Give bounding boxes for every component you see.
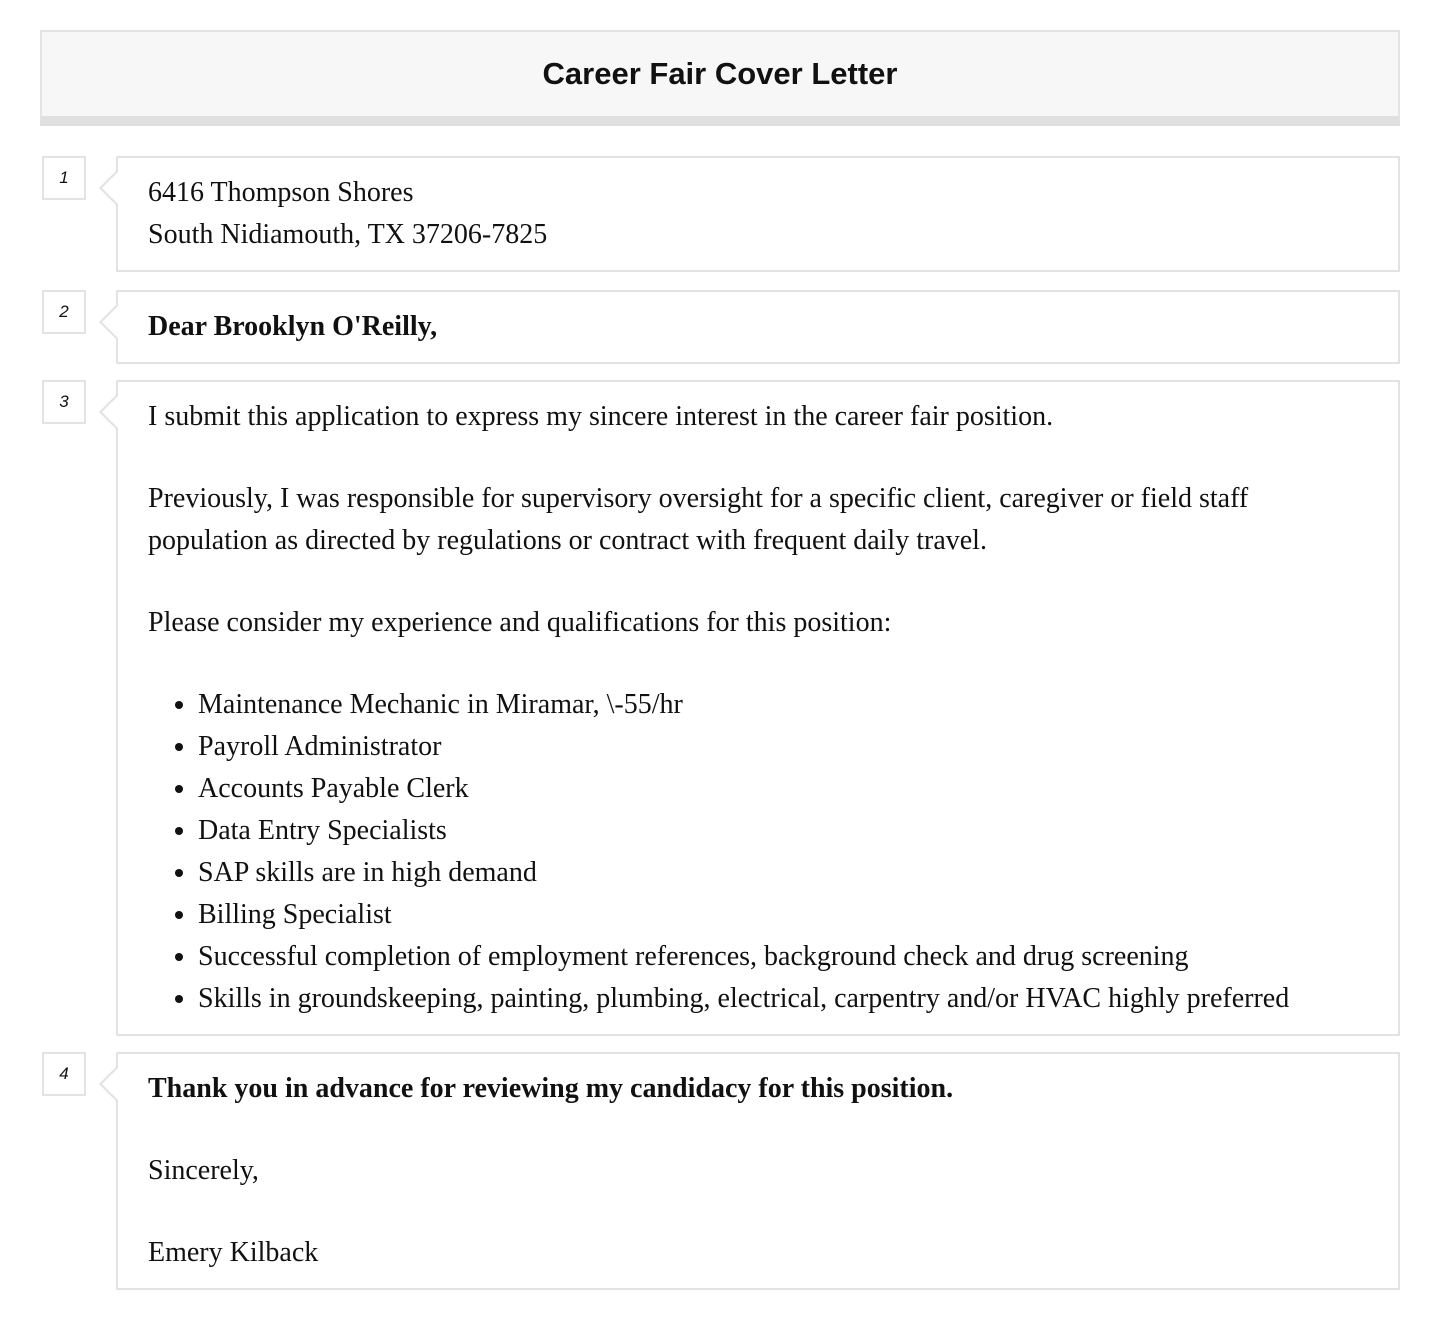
section-number: 1 — [42, 156, 86, 200]
section-number: 3 — [42, 380, 86, 424]
section-number: 2 — [42, 290, 86, 334]
section-number: 4 — [42, 1052, 86, 1096]
intro-paragraph: I submit this application to express my sincere interest in the career fair position. — [148, 401, 1054, 432]
list-item: • SAP skills are in high demand — [198, 852, 1368, 894]
list-item: • Payroll Administrator — [198, 726, 1368, 768]
list-item: • Maintenance Mechanic in Miramar, \-55/hr — [198, 684, 1368, 726]
list-item: • Data Entry Specialists — [198, 810, 1368, 852]
list-item: • Successful completion of employment references, background check and drug screening — [198, 936, 1368, 978]
address-line-2: South Nidiamouth, TX 37206-7825 — [148, 219, 548, 250]
signature-name: Emery Kilback — [148, 1237, 319, 1268]
salutation-block — [116, 290, 1400, 364]
list-item: • Accounts Payable Clerk — [198, 768, 1368, 810]
title-bar — [40, 30, 1400, 126]
list-item: • Billing Specialist — [198, 894, 1368, 936]
address-block — [116, 156, 1400, 272]
thanks-line: Thank you in advance for reviewing my candidacy for this position. — [148, 1073, 954, 1104]
salutation: Dear Brooklyn O'Reilly, — [148, 311, 438, 342]
closing-line: Sincerely, — [148, 1155, 259, 1186]
address-line-1: 6416 Thompson Shores — [148, 177, 414, 208]
page-title: Career Fair Cover Letter — [542, 56, 898, 91]
experience-paragraph: Previously, I was responsible for supervisory oversight for a specific client, caregiver or field staff population as directed by regulations or contract with frequent daily travel. — [148, 483, 1249, 556]
body-block — [116, 380, 1400, 1036]
list-item: • Skills in groundskeeping, painting, plumbing, electrical, carpentry and/or HVAC highly preferred — [198, 978, 1368, 1020]
closing-block — [116, 1052, 1400, 1290]
qualifications-intro: Please consider my experience and qualifications for this position: — [148, 607, 892, 638]
qualifications-list — [148, 684, 1368, 1020]
